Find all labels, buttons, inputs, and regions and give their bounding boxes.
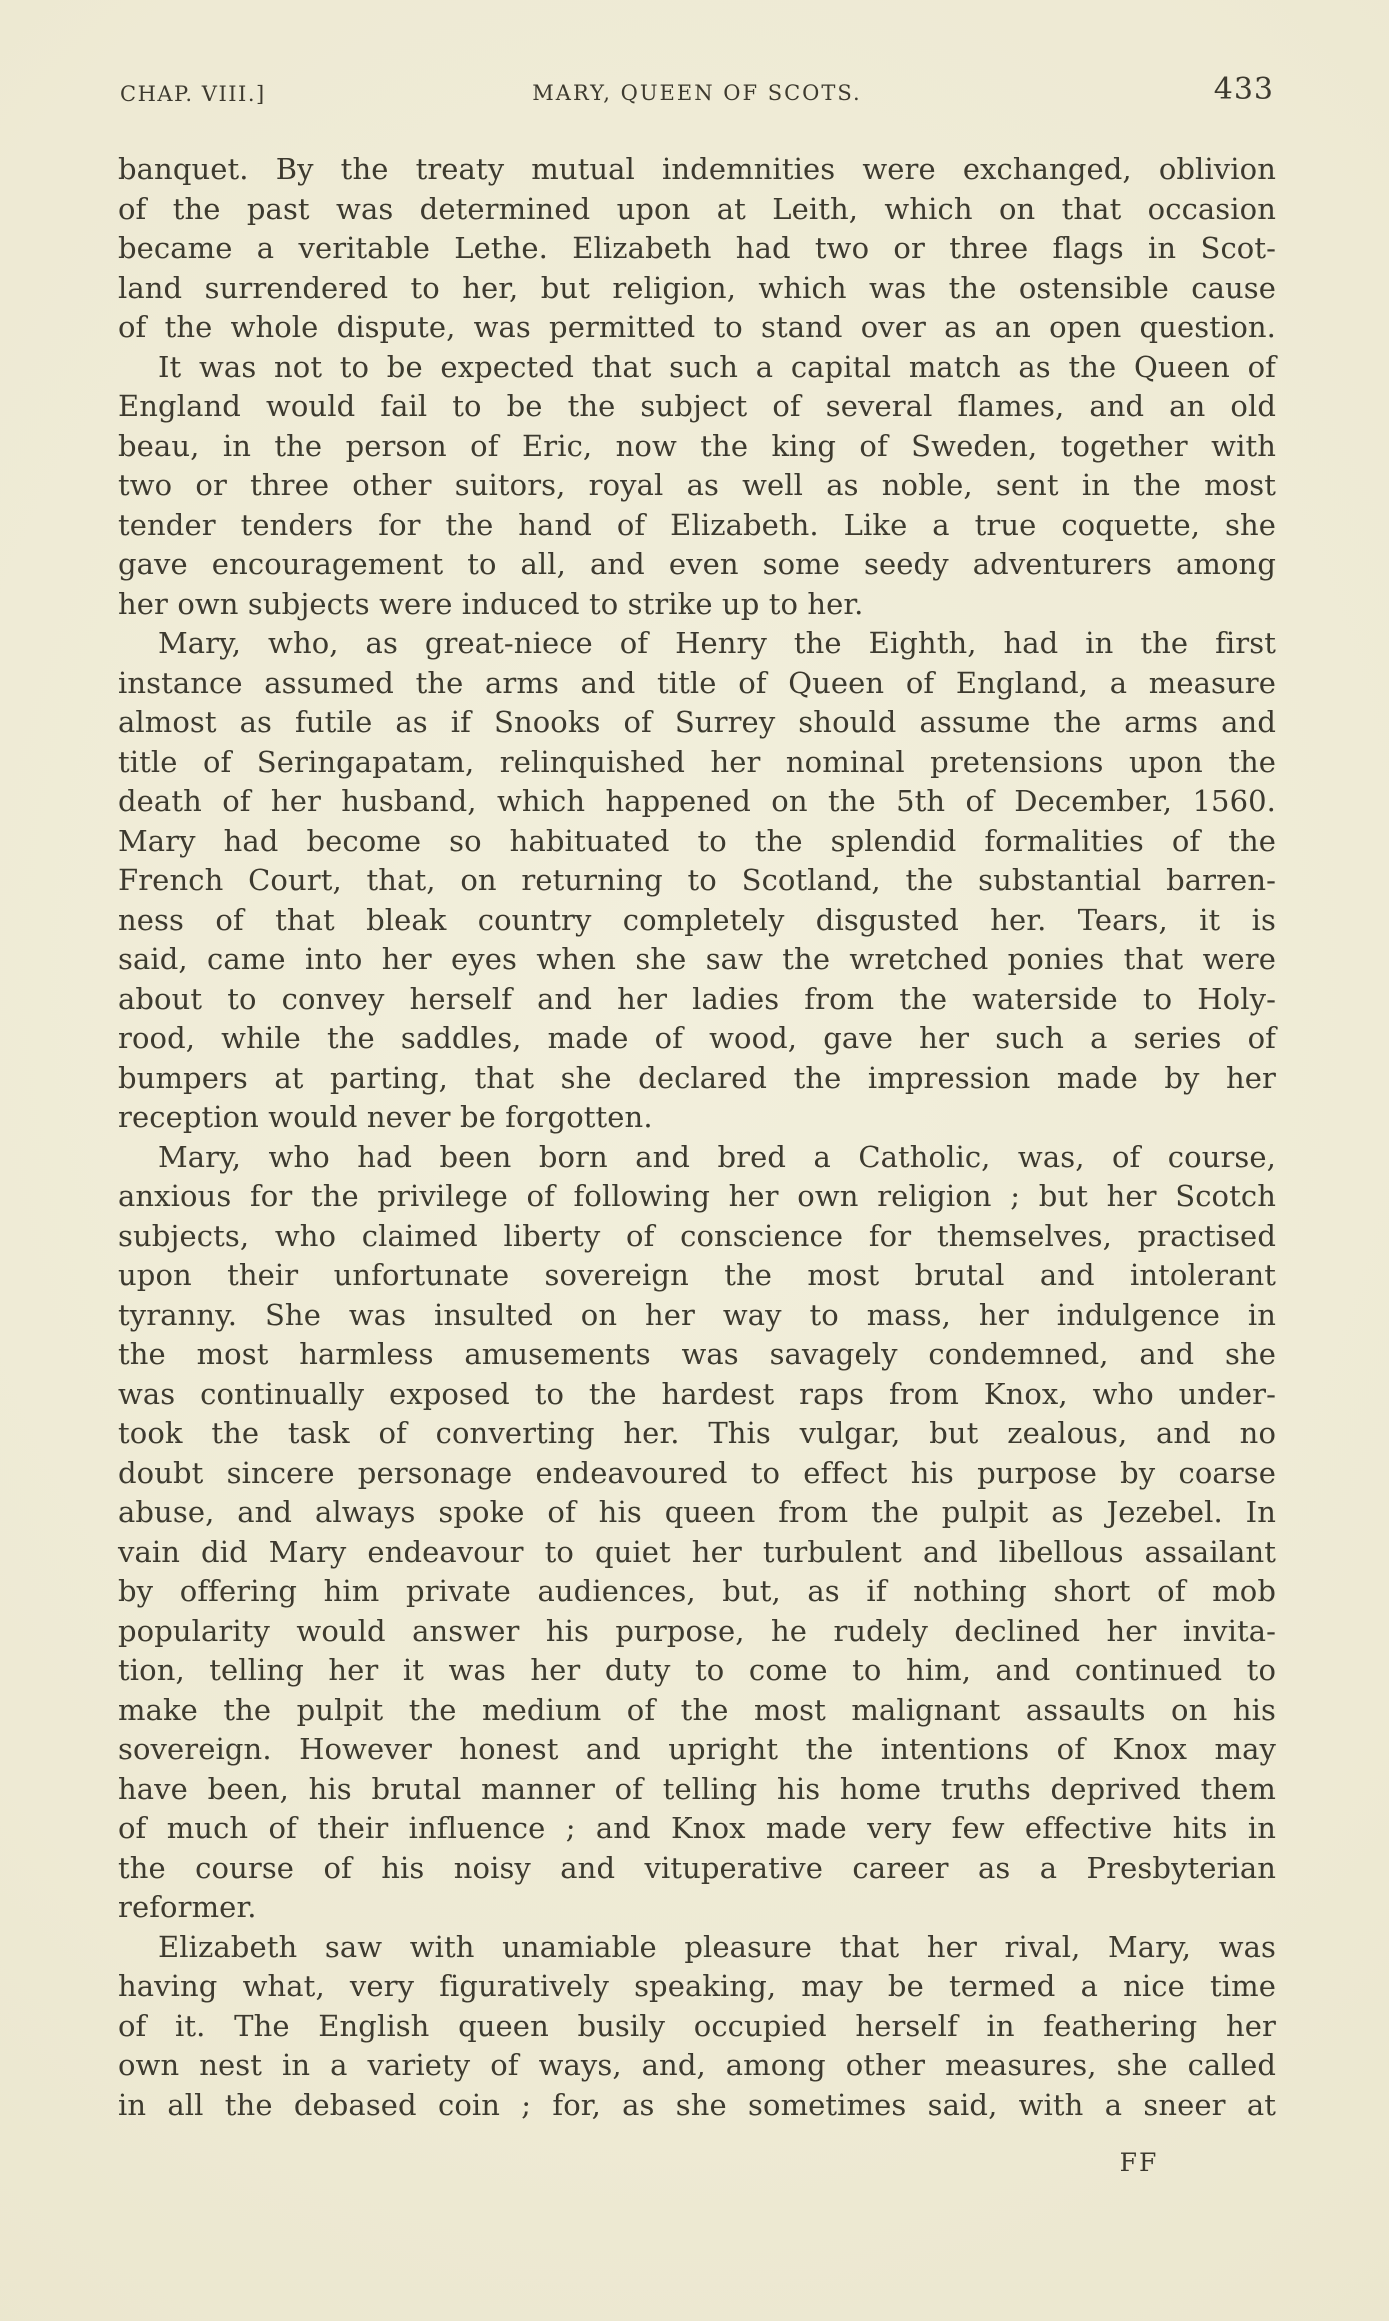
text-line: rood, while the saddles, made of wood, gave her such a series of [118, 1021, 1276, 1055]
text-line: abuse, and always spoke of his queen from the pulpit as Jezebel. In [118, 1495, 1276, 1529]
text-line: popularity would answer his purpose, he rudely declined her invita- [118, 1613, 1276, 1648]
page-body [118, 150, 1276, 2125]
text-line: doubt sincere personage endeavoured to effect his purpose by coarse [118, 1455, 1276, 1490]
text-line: tion, telling her it was her duty to come to him, and continued to [118, 1653, 1276, 1687]
running-title: MARY, QUEEN OF SCOTS. [532, 81, 862, 105]
text-line: of the past was determined upon at Leith, which on that occasion [118, 191, 1276, 226]
text-line: have been, his brutal manner of telling his home truths deprived them [118, 1771, 1276, 1806]
text-line: land surrendered to her, but religion, which was the ostensible cause [118, 270, 1276, 305]
paragraph [118, 1928, 1276, 2126]
page-header [118, 72, 1276, 116]
text-line: gave encouragement to all, and even some seedy adventurers among [118, 547, 1276, 581]
text-line: It was not to be expected that such a capital match as the Queen of [158, 349, 1276, 384]
text-line: was continually exposed to the hardest raps from Knox, who under- [118, 1376, 1276, 1411]
page-footer [118, 2148, 1276, 2177]
paragraph [118, 624, 1276, 1138]
text-line: beau, in the person of Eric, now the king of Sweden, together with [118, 428, 1276, 463]
text-line: her own subjects were induced to strike up to her. [118, 586, 864, 621]
text-line: two or three other suitors, royal as well as noble, sent in the most [118, 468, 1276, 502]
text-line: Mary, who had been born and bred a Catholic, was, of course, [158, 1139, 1276, 1174]
text-line: instance assumed the arms and title of Queen of England, a measure [118, 665, 1276, 700]
text-line: Elizabeth saw with unamiable pleasure that her rival, Mary, was [158, 1929, 1276, 1964]
page-number: 433 [1213, 72, 1274, 107]
text-line: Mary, who, as great-niece of Henry the Eighth, had in the first [158, 626, 1276, 660]
text-line: upon their unfortunate sovereign the most brutal and intolerant [118, 1258, 1276, 1292]
text-line: by offering him private audiences, but, as if nothing short of mob [118, 1574, 1276, 1608]
text-line: the most harmless amusements was savagely condemned, and she [118, 1337, 1276, 1371]
text-line: of the whole dispute, was permitted to stand over as an open question. [118, 310, 1276, 344]
text-line: sovereign. However honest and upright the intentions of Knox may [118, 1732, 1276, 1766]
paragraph [118, 150, 1276, 348]
text-line: having what, very figuratively speaking, may be termed a nice time [118, 1969, 1276, 2003]
text-line: England would fail to be the subject of several flames, and an old [118, 389, 1276, 423]
text-line: almost as futile as if Snooks of Surrey should assume the arms and [118, 705, 1276, 739]
text-line: banquet. By the treaty mutual indemnities were exchanged, oblivion [118, 152, 1276, 186]
text-line: bumpers at parting, that she declared the impression made by her [118, 1060, 1276, 1095]
text-line: in all the debased coin ; for, as she sometimes said, with a sneer at [118, 2087, 1276, 2122]
paragraph [118, 1138, 1276, 1928]
signature-mark: FF [1119, 2148, 1159, 2177]
text-line: of much of their influence ; and Knox made very few effective hits in [118, 1811, 1276, 1845]
text-line: death of her husband, which happened on the 5th of December, 1560. [118, 784, 1276, 818]
text-line: said, came into her eyes when she saw the wretched ponies that were [118, 942, 1276, 976]
text-line: became a veritable Lethe. Elizabeth had two or three flags in Scot- [118, 231, 1276, 265]
text-line: of it. The English queen busily occupied herself in feathering her [118, 2008, 1276, 2043]
text-line: title of Seringapatam, relinquished her nominal pretensions upon the [118, 744, 1276, 779]
text-line: reformer. [118, 1890, 257, 1924]
text-line: about to convey herself and her ladies from the waterside to Holy- [118, 981, 1276, 1016]
text-line: subjects, who claimed liberty of conscience for themselves, practised [118, 1218, 1276, 1253]
text-line: anxious for the privilege of following her own religion ; but her Scotch [118, 1179, 1276, 1213]
text-line: French Court, that, on returning to Scotland, the substantial barren- [118, 863, 1276, 897]
paragraph [118, 348, 1276, 625]
chapter-label: CHAP. VIII.] [120, 82, 266, 106]
text-line: vain did Mary endeavour to quiet her turbulent and libellous assailant [118, 1534, 1276, 1569]
text-line: tender tenders for the hand of Elizabeth. Like a true coquette, she [118, 507, 1276, 542]
text-line: took the task of converting her. This vulgar, but zealous, and no [118, 1416, 1276, 1450]
text-line: ness of that bleak country completely disgusted her. Tears, it is [118, 902, 1276, 937]
text-line: make the pulpit the medium of the most malignant assaults on his [118, 1692, 1276, 1727]
text-line: reception would never be forgotten. [118, 1100, 653, 1134]
text-line: own nest in a variety of ways, and, among other measures, she called [118, 2048, 1276, 2082]
text-line: the course of his noisy and vituperative career as a Presbyterian [118, 1850, 1276, 1885]
text-line: tyranny. She was insulted on her way to mass, her indulgence in [118, 1297, 1276, 1332]
text-line: Mary had become so habituated to the splendid formalities of the [118, 823, 1276, 858]
